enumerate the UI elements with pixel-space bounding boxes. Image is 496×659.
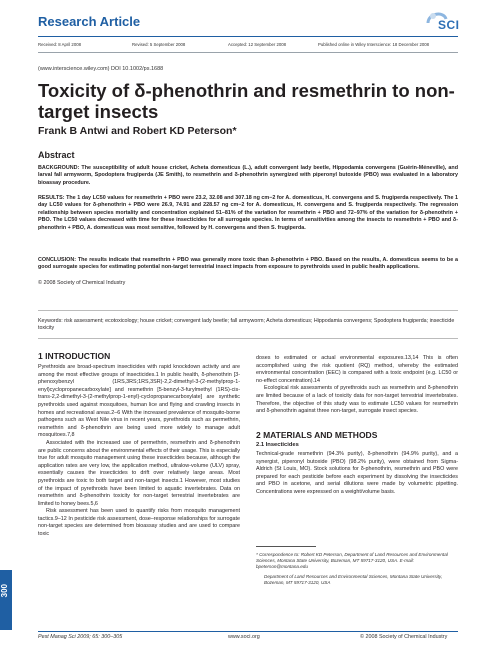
footer-copyright: © 2008 Society of Chemical Industry xyxy=(360,634,448,640)
revised-date: Revised: 5 September 2008 xyxy=(132,42,186,47)
article-authors: Frank B Antwi and Robert KD Peterson* xyxy=(38,125,237,137)
sci-logo-text: SCI xyxy=(438,18,460,32)
methods-paragraph-1: Technical-grade resmethrin (94.3% purity), δ-phenothrin (94.9% purity), and a synergist, piperonyl butoxide (PBO) (98.2% purity), were obtained from Sigma-Aldrich (St Louis, MO). Stock solutions for δ-phenothrin, resmethrin and PBO were prepared for each pesticide before each experiment by dissolving the insecticides and PBO in acetone, and serial dilutions were made by volumetric pipetting. Concentrations were expressed on a weight/volume basis. xyxy=(256,451,458,495)
methods-text xyxy=(256,451,458,497)
left-column xyxy=(38,364,240,539)
footer-rule xyxy=(38,631,458,632)
abstract-copyright: © 2008 Society of Chemical Industry xyxy=(38,280,126,286)
journal-citation: Pest Manag Sci 2009; 65: 300–305 xyxy=(38,634,123,640)
header-rule xyxy=(38,36,458,37)
introduction-heading: 1 INTRODUCTION xyxy=(38,351,111,361)
right-column xyxy=(256,355,458,416)
intro-paragraph-4: doses to estimated or actual environmental exposures.13,14 This is often accomplished using the risk quotient (RQ) method, whereby the estimated environmental concentration (EEC) is compared with a toxic endpoint (e.g. LC50 or no-effect concentration).14 xyxy=(256,355,458,384)
correspondence-footnote: * Correspondence to: Robert KD Peterson, Department of Land Resources and Environmental Sciences, Montana State University, Bozeman, MT 59717-3120, USA. E-mail: bpeterson@montana.edu xyxy=(256,552,448,570)
dates-rule xyxy=(38,52,458,53)
sci-logo xyxy=(424,9,468,35)
abstract-background: BACKGROUND: The susceptibility of adult house cricket, Acheta domesticus (L.), adult convergent lady beetle, Hippodamia convergens (Guérin-Méneville), and larval fall armyworm, Spodoptera frugiperda (JE Smith), to resmethrin and δ-phenothrin synergized with piperonyl butoxide (PBO) was evaluated in a laboratory bioassay procedure. xyxy=(38,165,458,186)
section-label: Research Article xyxy=(38,14,141,29)
methods-heading: 2 MATERIALS AND METHODS xyxy=(256,430,378,440)
keywords: Keywords: risk assessment; ecotoxicology; house cricket; convergent lady beetle; fall armyworm; Acheta domesticus; Hippodamia convergens; Spodoptera frugiperda; insecticide toxicity xyxy=(38,318,455,332)
accepted-date: Accepted: 12 September 2008 xyxy=(228,42,287,47)
doi-link[interactable]: (www.interscience.wiley.com) DOI 10.1002/ps.1688 xyxy=(38,66,164,72)
abstract-results: RESULTS: The 1 day LC50 values for resmethrin + PBO were 23.2, 32.08 and 307.18 ng cm−2 for A. domesticus, H. convergens and S. frugiperda respectively. The 1 day LC50 values for δ-phenothrin + PBO were 26.9, 74.91 and 228.57 ng cm−2 for A. domesticus, H. convergens and S. frugiperda respectively. The regression relationship between species mortality and concentration explained 51–81% of the variation for resmethrin + PBO and 72–97% of the variation for δ-phenothrin + PBO. The LC50 values decreased with time for these insecticides for all surrogate species. In terms of sensitivities among the insects to resmethrin + PBO and δ-phenothrin + PBO, A. domesticus was most sensitive, followed by H. convergens and then S. frugiperda. xyxy=(38,195,458,231)
received-date: Received: 8 April 2008 xyxy=(38,42,81,47)
abstract-heading: Abstract xyxy=(38,150,75,160)
intro-paragraph-1: Pyrethroids are broad-spectrum insecticides with rapid knockdown activity and are among the most effective groups of insecticides.1 In public health, δ-phenothrin [3-phenoxybenzyl (1RS,3RS;1RS,3SR)-2,2-dimethyl-3-(2-methylprop-1-enyl)cyclopropanecarboxylate] and resmethrin [5-benzyl-3-furylmethyl (1RS)-cis-trans-2,2-dimethyl-3-(2-methylprop-1-enyl)-cyclopropanecarboxylate] are synthetic pyrethroids used against mosquitoes, human lice and flying and crawling insects in homes and recreational areas.2–6 With the increased prevalence of mosquito-borne pathogens such as West Nile virus in recent years, pyrethroids such as permethrin, resmethrin and δ-phenothrin are being used more widely to manage adult mosquitoes.7,8 xyxy=(38,364,240,439)
intro-paragraph-3: Risk assessment has been used to quantify risks from mosquito management tactics.9–12 In pesticide risk assessment, dose–response relationships for surrogate non-target species are determined from bioassay studies and are used to compare toxic xyxy=(38,508,240,538)
keywords-bottom-rule xyxy=(38,338,458,339)
intro-paragraph-5: Ecological risk assessments of pyrethroids such as resmethrin and δ-phenothrin are limited because of a lack of toxicity data for non-target terrestrial invertebrates. Therefore, the objective of this study was to estimate LC50 values for resmethrin and δ-phenothrin against three non-target, surrogate insect species. xyxy=(256,385,458,415)
keywords-top-rule xyxy=(38,310,458,311)
page-number-tab xyxy=(0,570,12,630)
journal-website[interactable]: www.soci.org xyxy=(228,634,260,640)
footnote-rule xyxy=(256,546,316,547)
intro-paragraph-2: Associated with the increased use of permethrin, resmethrin and δ-phenothrin are public concerns about the environmental effects of their usage. This is especially true for adult mosquito management using these insecticides because, although the application rates are very low, the application method, ultralow-volume (ULV) spray, essentially causes the insecticides to drift over relatively large areas. Most pyrethroids are toxic to both target and non-target insects.1 However, most studies of the impact of pyrethroids have been limited to aquatic invertebrates. Data on resmethrin and δ-phenothrin toxicity for non-target terrestrial invertebrates are limited to honey bees.5,6 xyxy=(38,439,240,507)
abstract-conclusion: CONCLUSION: The results indicate that resmethrin + PBO was generally more toxic than δ-phenothrin + PBO. Based on the results, A. domesticus seems to be a good surrogate species for estimating potential non-target terrestrial insect impacts from exposure to pyrethroids used in public health applications. xyxy=(38,257,458,271)
affiliation-footnote: Department of Land Resources and Environmental Sciences, Montana State University, Bozeman, MT 59717-3120, USA xyxy=(264,574,443,586)
insecticides-subheading: 2.1 Insecticides xyxy=(256,442,299,448)
article-title: Toxicity of δ-phenothrin and resmethrin to non-target insects xyxy=(38,80,455,122)
page-number: 300 xyxy=(0,584,9,598)
published-date: Published online in Wiley Interscience: 18 December 2008 xyxy=(318,42,430,47)
